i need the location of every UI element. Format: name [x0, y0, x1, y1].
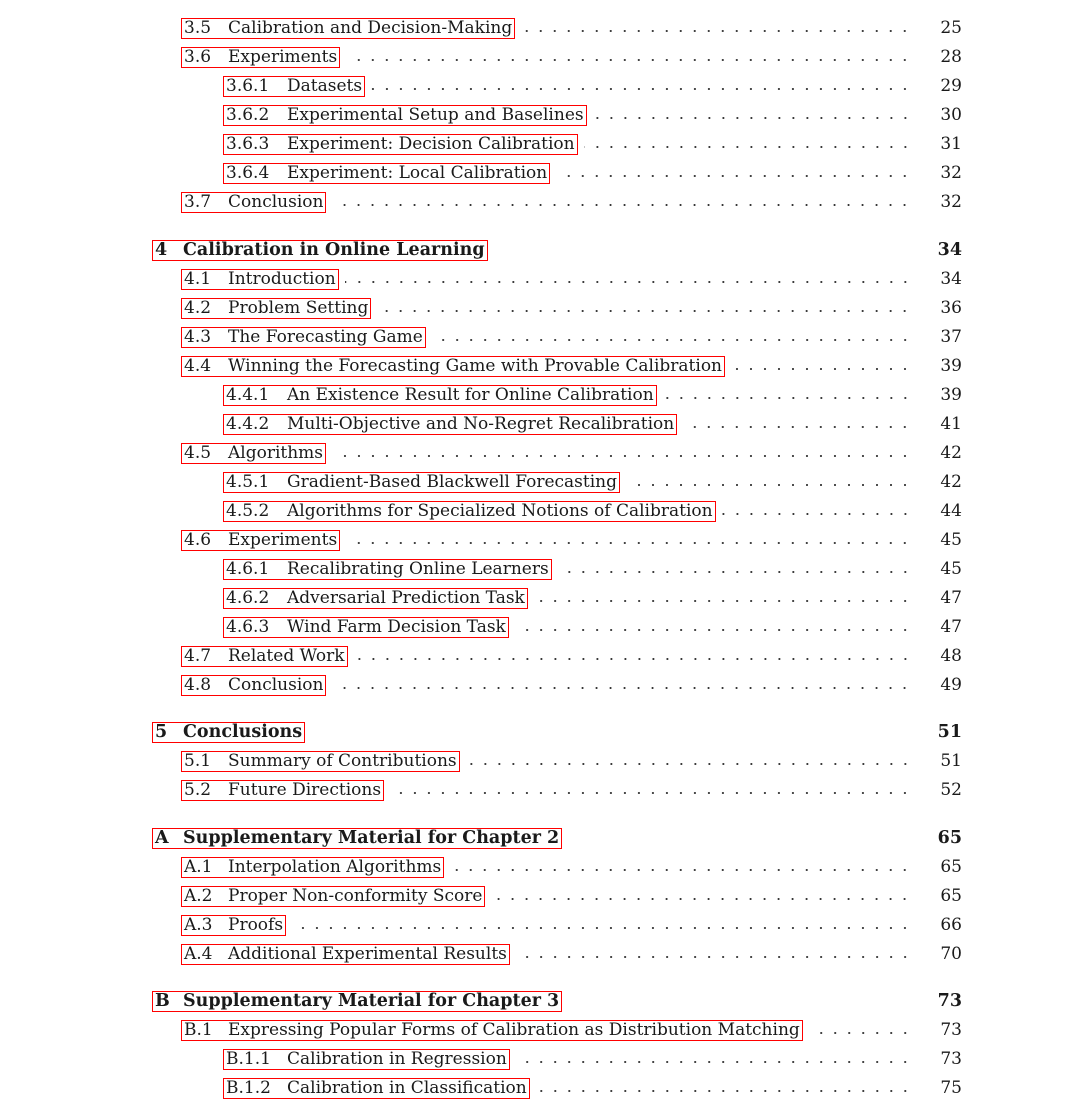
toc-entry-link[interactable] [223, 163, 550, 184]
toc-entry-number: 4.4.1 [226, 385, 270, 405]
toc-page-number: 51 [940, 751, 962, 771]
dot-leader [593, 102, 912, 128]
toc-entry-title: Conclusion [228, 192, 324, 212]
dot-leader [390, 777, 912, 803]
toc-entry-title: Algorithms [228, 443, 324, 463]
toc-page-number: 65 [937, 828, 962, 848]
toc-entry-number: 3.6.3 [226, 134, 270, 154]
toc-page-number: 52 [940, 780, 962, 800]
toc-entry-number: 4.5 [184, 443, 212, 463]
toc-entry-number: 3.6 [184, 47, 212, 67]
toc-row [223, 1075, 962, 1101]
toc-page-number: 30 [940, 105, 962, 125]
dot-leader [466, 748, 912, 774]
dot-leader [722, 498, 912, 524]
toc-entry-link[interactable] [181, 298, 371, 319]
toc-row [181, 440, 962, 466]
toc-entry-title: Experiments [228, 47, 338, 67]
toc-entry-number: 5 [155, 722, 168, 742]
toc-page-number: 45 [940, 530, 962, 550]
dot-leader [626, 469, 912, 495]
toc-page-number: 51 [937, 722, 962, 742]
dot-leader [556, 160, 912, 186]
dot-leader [683, 411, 912, 437]
toc-row [223, 73, 962, 99]
dot-leader [491, 883, 912, 909]
dot-leader [521, 15, 912, 41]
dot-leader [371, 73, 912, 99]
toc-page-number: 39 [940, 356, 962, 376]
toc-entry-title: Calibration in Classification [287, 1078, 527, 1098]
toc-row [181, 44, 962, 70]
toc-page-number: 73 [937, 991, 962, 1011]
toc-entry-title: Summary of Contributions [228, 751, 457, 771]
toc-entry-link[interactable] [181, 192, 326, 213]
toc-entry-link[interactable] [181, 356, 725, 377]
toc-page-number: 34 [937, 240, 962, 260]
toc-page-number: 75 [940, 1078, 962, 1098]
dot-leader [377, 295, 912, 321]
toc-page-number: 70 [940, 944, 962, 964]
toc-entry-number: 4.4.2 [226, 414, 270, 434]
toc-page-number: 47 [940, 617, 962, 637]
toc-entry-title: An Existence Result for Online Calibration [287, 385, 654, 405]
toc-entry-number: B [155, 991, 170, 1011]
dot-leader [516, 941, 912, 967]
toc-row [223, 498, 962, 524]
toc-row [181, 324, 962, 350]
toc-page-number: 29 [940, 76, 962, 96]
toc-entry-title: Calibration and Decision-Making [228, 18, 513, 38]
toc-entry-title: Experiment: Local Calibration [287, 163, 548, 183]
dot-leader [346, 527, 912, 553]
toc-entry-number: A.4 [184, 944, 213, 964]
dot-leader [292, 912, 912, 938]
toc-entry-title: Experiment: Decision Calibration [287, 134, 575, 154]
toc-entry-link[interactable] [223, 105, 587, 126]
dot-leader [346, 44, 912, 70]
toc-page-number: 41 [940, 414, 962, 434]
dot-leader [345, 266, 912, 292]
toc-entry-number: 3.7 [184, 192, 212, 212]
toc-entry-number: 3.6.4 [226, 163, 270, 183]
toc-entry-number: 4.6.1 [226, 559, 270, 579]
toc-page-number: 42 [940, 443, 962, 463]
toc-page-number: 25 [940, 18, 962, 38]
toc-entry-number: 3.6.2 [226, 105, 270, 125]
toc-entry-number: A.2 [184, 886, 213, 906]
toc-page-number: 65 [940, 886, 962, 906]
toc-entry-title: Related Work [228, 646, 345, 666]
toc-page-number: 32 [940, 192, 962, 212]
toc-entry-link[interactable] [223, 559, 552, 580]
toc-row [181, 672, 962, 698]
toc-entry-number: 4.6.3 [226, 617, 270, 637]
toc-entry-number: B.1.2 [226, 1078, 271, 1098]
dot-leader [515, 614, 912, 640]
toc-page-number: 47 [940, 588, 962, 608]
toc-row [223, 1046, 962, 1072]
toc-entry-title: Winning the Forecasting Game with Provable Calibration [228, 356, 723, 376]
toc-entry-link[interactable] [181, 751, 460, 772]
toc-page-number: 39 [940, 385, 962, 405]
toc-page-number: 36 [940, 298, 962, 318]
toc-entry-title: Supplementary Material for Chapter 2 [183, 828, 560, 848]
toc-row [181, 295, 962, 321]
toc-entry-link[interactable] [181, 675, 326, 696]
toc-entry-link[interactable] [181, 944, 510, 965]
toc-entry-number: 4.5.2 [226, 501, 270, 521]
toc-entry-number: 4.6.2 [226, 588, 270, 608]
toc-chapter-row [152, 237, 962, 263]
toc-entry-title: Adversarial Prediction Task [287, 588, 525, 608]
toc-entry-link[interactable] [181, 327, 426, 348]
toc-page-number: 73 [940, 1020, 962, 1040]
toc-entry-title: Proper Non-conformity Score [228, 886, 483, 906]
toc-chapter-row [152, 825, 962, 851]
toc-page-number: 44 [940, 501, 962, 521]
toc-entry-link[interactable] [223, 617, 509, 638]
toc-entry-title: Future Directions [228, 780, 382, 800]
dot-leader [809, 1017, 912, 1043]
toc-entry-number: B.1 [184, 1020, 213, 1040]
toc-entry-link[interactable] [181, 47, 340, 68]
toc-entry-number: 4.3 [184, 327, 212, 347]
dot-leader [663, 382, 912, 408]
dot-leader [332, 672, 912, 698]
toc-page-number: 48 [940, 646, 962, 666]
toc-entry-link[interactable] [181, 530, 340, 551]
toc-page-number: 49 [940, 675, 962, 695]
toc-page-number: 66 [940, 915, 962, 935]
toc-chapter-row [152, 988, 962, 1014]
toc-entry-link[interactable] [181, 886, 485, 907]
toc-chapter-row [152, 719, 962, 745]
toc-page-number: 31 [940, 134, 962, 154]
toc-entry-number: 4.8 [184, 675, 212, 695]
toc-entry-link[interactable] [152, 828, 562, 849]
toc-row [181, 15, 962, 41]
toc-row [181, 883, 962, 909]
toc-entry-link[interactable] [223, 414, 677, 435]
toc-entry-title: Calibration in Regression [287, 1049, 507, 1069]
toc-entry-title: Introduction [228, 269, 336, 289]
toc-entry-link[interactable] [181, 1020, 803, 1041]
toc-entry-link[interactable] [152, 991, 562, 1012]
toc-entry-number: 4.1 [184, 269, 212, 289]
toc-entry-link[interactable] [181, 780, 384, 801]
dot-leader [534, 585, 912, 611]
toc-entry-title: Additional Experimental Results [228, 944, 507, 964]
toc-entry-link[interactable] [223, 501, 716, 522]
toc-row [223, 160, 962, 186]
dot-leader [516, 1046, 912, 1072]
toc-page-number: 28 [940, 47, 962, 67]
toc-row [223, 102, 962, 128]
toc-row [181, 777, 962, 803]
toc-row [223, 614, 962, 640]
toc-entry-number: 5.2 [184, 780, 212, 800]
toc-entry-link[interactable] [181, 915, 286, 936]
toc-entry-title: Experimental Setup and Baselines [287, 105, 584, 125]
toc-entry-number: A.1 [184, 857, 213, 877]
toc-row [181, 912, 962, 938]
toc-entry-link[interactable] [223, 588, 528, 609]
toc-entry-number: A [155, 828, 169, 848]
toc-page-number: 37 [940, 327, 962, 347]
dot-leader [354, 643, 912, 669]
toc-entry-title: Calibration in Online Learning [183, 240, 485, 260]
toc-entry-title: The Forecasting Game [228, 327, 423, 347]
toc-page-number: 73 [940, 1049, 962, 1069]
dot-leader [450, 854, 912, 880]
dot-leader [558, 556, 912, 582]
toc-page-number: 32 [940, 163, 962, 183]
toc-entry-title: Conclusion [228, 675, 324, 695]
toc-entry-link[interactable] [223, 472, 620, 493]
toc-entry-link[interactable] [181, 857, 444, 878]
toc-row [181, 266, 962, 292]
toc-entry-title: Supplementary Material for Chapter 3 [183, 991, 560, 1011]
toc-row [223, 131, 962, 157]
toc-entry-title: Interpolation Algorithms [228, 857, 442, 877]
toc-row [181, 854, 962, 880]
toc-entry-title: Experiments [228, 530, 338, 550]
toc-row [223, 585, 962, 611]
toc-entry-title: Problem Setting [228, 298, 369, 318]
toc-entry-link[interactable] [223, 76, 365, 97]
toc-entry-title: Datasets [287, 76, 363, 96]
toc-entry-number: 4.5.1 [226, 472, 270, 492]
toc-row [181, 527, 962, 553]
toc-entry-title: Recalibrating Online Learners [287, 559, 549, 579]
toc-entry-title: Algorithms for Specialized Notions of Calibration [287, 501, 713, 521]
toc-page-number: 34 [940, 269, 962, 289]
dot-leader [584, 131, 912, 157]
toc-row [223, 411, 962, 437]
toc-entry-link[interactable] [223, 385, 657, 406]
toc-entry-title: Multi-Objective and No-Regret Recalibration [287, 414, 675, 434]
toc-entry-number: 5.1 [184, 751, 212, 771]
toc-entry-link[interactable] [223, 1049, 510, 1070]
toc-entry-link[interactable] [181, 269, 339, 290]
toc-row [181, 1017, 962, 1043]
dot-leader [332, 189, 912, 215]
toc-entry-link[interactable] [152, 722, 305, 743]
toc-entry-title: Wind Farm Decision Task [287, 617, 506, 637]
toc-page-number: 45 [940, 559, 962, 579]
toc-entry-link[interactable] [223, 134, 578, 155]
toc-entry-number: 4.2 [184, 298, 212, 318]
toc-page-number: 42 [940, 472, 962, 492]
toc-row [223, 556, 962, 582]
toc-row [223, 469, 962, 495]
toc-entry-number: 3.6.1 [226, 76, 270, 96]
toc-row [181, 941, 962, 967]
toc-row [181, 748, 962, 774]
toc-entry-number: 4.6 [184, 530, 212, 550]
toc-row [181, 189, 962, 215]
toc-page-number: 65 [940, 857, 962, 877]
dot-leader [332, 440, 912, 466]
toc-entry-number: 4.4 [184, 356, 212, 376]
toc-entry-number: A.3 [184, 915, 213, 935]
dot-leader [432, 324, 912, 350]
toc-entry-link[interactable] [152, 240, 488, 261]
toc-entry-link[interactable] [181, 443, 326, 464]
dot-leader [536, 1075, 912, 1101]
toc-entry-number: 4 [155, 240, 168, 260]
toc-row [223, 382, 962, 408]
toc-entry-number: 4.7 [184, 646, 212, 666]
toc-entry-number: B.1.1 [226, 1049, 271, 1069]
toc-entry-link[interactable] [181, 646, 348, 667]
toc-entry-link[interactable] [181, 18, 515, 39]
toc-row [181, 353, 962, 379]
toc-row [181, 643, 962, 669]
dot-leader [731, 353, 912, 379]
toc-entry-title: Conclusions [183, 722, 303, 742]
toc-entry-number: 3.5 [184, 18, 212, 38]
toc-entry-title: Expressing Popular Forms of Calibration as Distribution Matching [228, 1020, 800, 1040]
toc-entry-link[interactable] [223, 1078, 530, 1099]
toc-entry-title: Proofs [228, 915, 284, 935]
toc-entry-title: Gradient-Based Blackwell Forecasting [287, 472, 617, 492]
